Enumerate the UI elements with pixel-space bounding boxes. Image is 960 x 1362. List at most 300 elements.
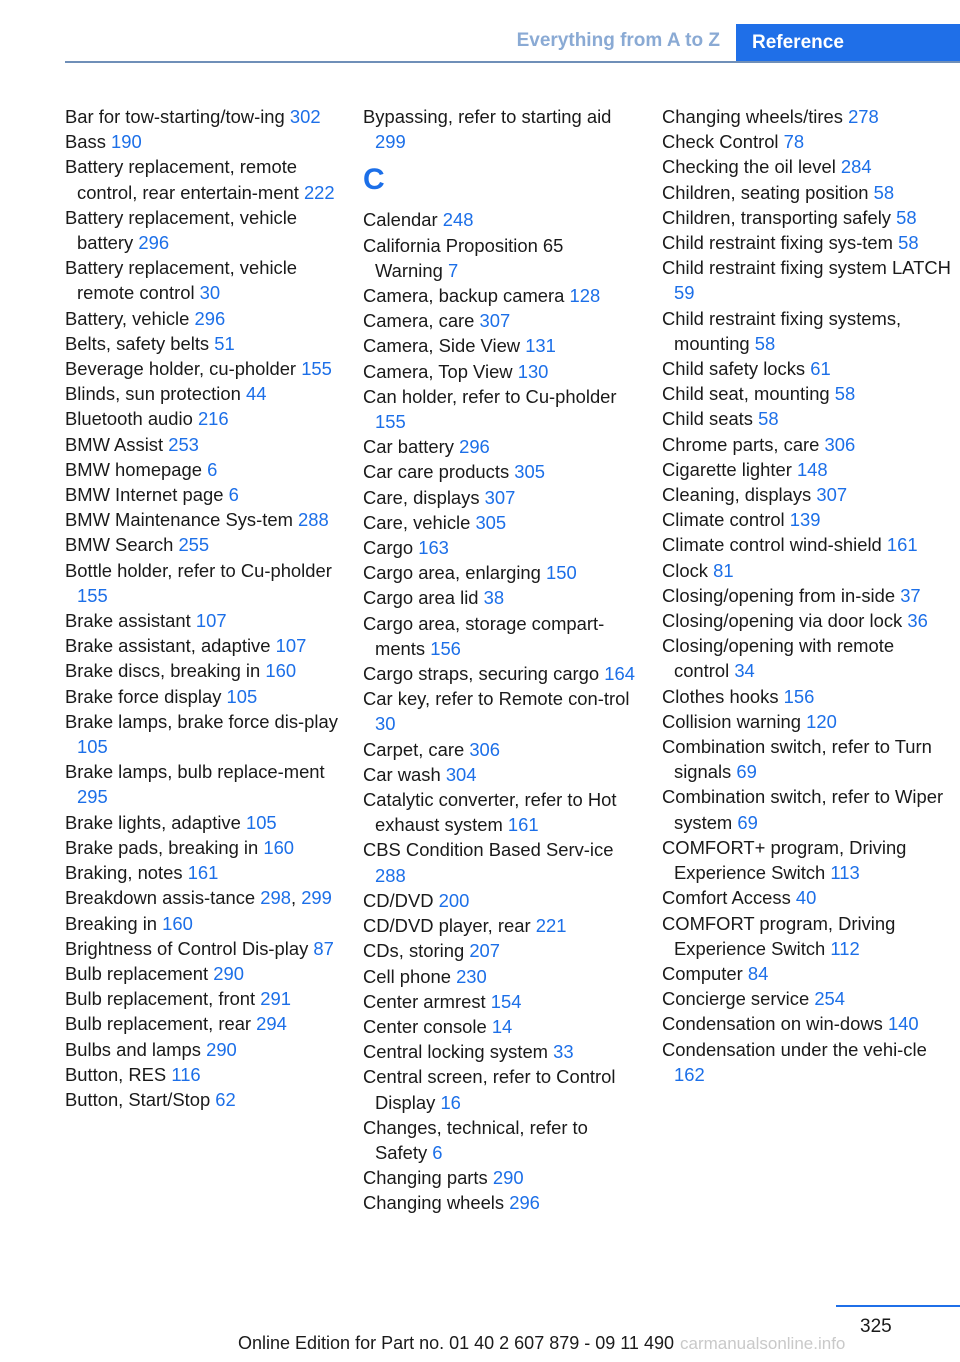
page-link[interactable]: 6 xyxy=(207,458,218,480)
index-entry xyxy=(662,961,952,986)
index-entry xyxy=(662,356,952,381)
index-entry xyxy=(65,255,340,305)
page-link[interactable]: 62 xyxy=(215,1088,236,1110)
edition-note: Online Edition for Part no. 01 40 2 607 879 - 09 11 490 xyxy=(238,1333,674,1353)
index-entry xyxy=(65,558,340,608)
index-entry xyxy=(65,482,340,507)
index-term: Concierge service xyxy=(662,988,810,1010)
index-term: Can holder, refer to Cu-pholder xyxy=(363,385,617,407)
index-entry xyxy=(363,1115,635,1165)
index-term: Brake pads, breaking in xyxy=(65,836,259,858)
page-link[interactable]: 307 xyxy=(484,486,516,508)
page-link[interactable]: 37 xyxy=(900,584,921,606)
page-link[interactable]: 288 xyxy=(298,509,329,531)
index-term: Battery replacement, vehicle remote control xyxy=(65,257,298,304)
index-term: Bluetooth audio xyxy=(65,408,193,430)
index-entry xyxy=(363,737,635,762)
index-term: Brake assistant, adaptive xyxy=(65,635,271,657)
index-entry xyxy=(662,885,952,910)
page-link[interactable]: 255 xyxy=(178,534,210,556)
page-link[interactable]: 190 xyxy=(111,131,142,153)
index-column-1 xyxy=(65,104,340,1112)
index-entry xyxy=(65,381,340,406)
page-link[interactable]: 84 xyxy=(747,962,769,984)
page-link[interactable]: 14 xyxy=(491,1015,513,1037)
page-link[interactable]: 6 xyxy=(432,1141,443,1163)
index-term: Condensation under the vehi-cle xyxy=(662,1038,927,1060)
page-link[interactable]: 131 xyxy=(525,335,556,357)
page-link[interactable]: 105 xyxy=(226,685,258,707)
index-entry xyxy=(65,104,340,129)
index-entry xyxy=(363,787,635,837)
index-entry xyxy=(363,762,635,787)
index-term: Cigarette lighter xyxy=(662,458,792,480)
index-term: Care, displays xyxy=(363,486,480,508)
page-link[interactable]: 254 xyxy=(814,988,846,1010)
index-entry xyxy=(662,129,952,154)
index-entry xyxy=(65,986,340,1011)
index-entry xyxy=(662,684,952,709)
page-link[interactable]: 296 xyxy=(509,1192,540,1214)
index-column-2 xyxy=(363,104,635,1216)
index-term: Calendar xyxy=(363,209,438,231)
index-entry xyxy=(363,104,635,154)
index-term: Child restraint fixing sys-tem xyxy=(662,232,893,254)
index-entry xyxy=(65,457,340,482)
index-entry xyxy=(363,938,635,963)
page-link[interactable]: 156 xyxy=(430,637,461,659)
index-term: California Proposition 65 Warning xyxy=(363,234,564,281)
page-link[interactable]: 161 xyxy=(886,534,918,556)
page-link[interactable]: 16 xyxy=(440,1091,461,1113)
page-link[interactable]: 155 xyxy=(77,584,108,606)
index-term: Bar for tow-starting/tow-ing xyxy=(65,106,285,127)
index-term: Care, vehicle xyxy=(363,511,471,533)
page-link[interactable]: 148 xyxy=(796,458,828,480)
page-link[interactable]: 299 xyxy=(301,887,332,909)
index-entry xyxy=(662,104,952,129)
index-entry xyxy=(662,1037,952,1087)
index-term: COMFORT program, Driving Experience Switch xyxy=(662,912,896,959)
index-entry xyxy=(65,608,340,633)
page-link[interactable]: 36 xyxy=(907,610,928,632)
index-term: Bulb replacement, front xyxy=(65,988,256,1010)
page-link[interactable]: 288 xyxy=(375,864,406,886)
page-link[interactable]: 290 xyxy=(213,962,244,984)
index-entry xyxy=(363,560,635,585)
page-link[interactable]: 130 xyxy=(517,360,549,382)
index-term: Children, seating position xyxy=(662,181,869,203)
index-term: Brake assistant xyxy=(65,610,191,632)
page-link[interactable]: 58 xyxy=(896,206,917,228)
page-link[interactable]: 156 xyxy=(783,685,815,707)
index-term: Clothes hooks xyxy=(662,685,779,707)
index-term: Bulbs and lamps xyxy=(65,1038,201,1060)
page-link[interactable]: 116 xyxy=(171,1063,201,1085)
page-link[interactable]: 112 xyxy=(830,937,860,959)
page-link[interactable]: 284 xyxy=(840,156,872,178)
index-entry xyxy=(662,1011,952,1036)
index-term: COMFORT+ program, Driving Experience Switch xyxy=(662,836,907,884)
index-term: Computer xyxy=(662,962,743,984)
index-entry xyxy=(363,964,635,989)
page-link[interactable]: 230 xyxy=(456,965,487,987)
page-link[interactable]: 6 xyxy=(228,484,239,506)
index-term: Comfort Access xyxy=(662,887,791,909)
index-entry xyxy=(363,913,635,938)
index-term: BMW Internet page xyxy=(65,484,224,506)
index-term: Bypassing, refer to starting aid xyxy=(363,106,612,127)
page-link[interactable]: 139 xyxy=(789,509,821,531)
page-link[interactable]: 38 xyxy=(483,587,505,609)
index-entry xyxy=(662,507,952,532)
page-link[interactable]: 307 xyxy=(479,310,511,332)
index-term: Changes, technical, refer to Safety xyxy=(363,1116,588,1163)
index-entry xyxy=(363,1064,635,1114)
index-term: Bulb replacement xyxy=(65,962,209,984)
index-entry xyxy=(662,633,952,683)
page-link[interactable]: 155 xyxy=(375,411,406,433)
index-entry xyxy=(662,986,952,1011)
index-term: Brake lamps, brake force dis-play xyxy=(65,710,338,732)
index-entry xyxy=(363,686,635,736)
index-term: Center console xyxy=(363,1015,487,1037)
index-entry xyxy=(662,608,952,633)
page-link[interactable]: 154 xyxy=(490,990,522,1012)
page-link[interactable]: 304 xyxy=(445,763,477,785)
index-term: Bass xyxy=(65,131,106,153)
index-term: Climate control xyxy=(662,509,785,531)
index-entry xyxy=(363,333,635,358)
index-entry xyxy=(65,1037,340,1062)
index-term: CD/DVD xyxy=(363,889,434,911)
index-term: Battery replacement, remote control, rear entertain-ment xyxy=(65,156,299,203)
page-link[interactable]: 87 xyxy=(313,937,334,959)
index-term: Changing parts xyxy=(363,1167,488,1189)
page-link[interactable]: 34 xyxy=(734,660,755,682)
index-entry xyxy=(662,835,952,885)
index-entry xyxy=(65,1087,340,1112)
index-term: Child seats xyxy=(662,408,753,430)
page-link[interactable]: 307 xyxy=(816,484,848,506)
index-term: Closing/opening from in-side xyxy=(662,584,896,606)
index-entry xyxy=(662,306,952,356)
page-link[interactable]: 200 xyxy=(438,889,470,911)
watermark: carmanualsonline.info xyxy=(680,1334,846,1353)
index-term: Central screen, refer to Control Display xyxy=(363,1066,616,1113)
index-entry xyxy=(363,207,635,232)
index-entry xyxy=(65,129,340,154)
index-entry xyxy=(65,936,340,961)
index-term: Child restraint fixing systems, mounting xyxy=(662,307,902,354)
page-link[interactable]: 294 xyxy=(256,1013,287,1035)
index-entry xyxy=(662,532,952,557)
index-entry xyxy=(363,585,635,610)
index-term: CBS Condition Based Serv-ice xyxy=(363,839,614,861)
index-entry xyxy=(363,837,635,887)
index-term: Child seat, mounting xyxy=(662,383,830,405)
page-link[interactable]: 58 xyxy=(754,332,776,354)
page-link[interactable]: 107 xyxy=(195,610,227,632)
page-link[interactable]: 128 xyxy=(569,285,601,307)
index-entry xyxy=(363,434,635,459)
index-entry xyxy=(662,255,952,305)
page-link[interactable]: 7 xyxy=(447,259,459,281)
page-number: 325 xyxy=(860,1316,892,1337)
index-entry xyxy=(363,1039,635,1064)
index-entry xyxy=(65,432,340,457)
page-link[interactable]: 306 xyxy=(469,738,501,760)
page-link[interactable]: 69 xyxy=(737,811,758,833)
index-term: Car wash xyxy=(363,763,441,785)
page-link[interactable]: 296 xyxy=(138,232,170,254)
index-entry xyxy=(662,205,952,230)
index-term: Car key, refer to Remote con-trol xyxy=(363,688,630,710)
index-entry xyxy=(65,532,340,557)
index-term: Brake lights, adaptive xyxy=(65,811,241,833)
index-entry xyxy=(65,911,340,936)
index-term: Closing/opening via door lock xyxy=(662,610,903,632)
page-link[interactable]: 302 xyxy=(289,106,321,127)
index-entry xyxy=(65,633,340,658)
index-term: Camera, Top View xyxy=(363,360,513,382)
index-entry xyxy=(65,810,340,835)
index-term: Belts, safety belts xyxy=(65,332,210,354)
index-entry xyxy=(65,154,340,204)
index-term: Camera, backup camera xyxy=(363,285,565,307)
index-term: Central locking system xyxy=(363,1041,548,1063)
page-link[interactable]: 164 xyxy=(604,663,635,685)
index-entry xyxy=(662,558,952,583)
page-link[interactable]: 120 xyxy=(806,710,837,732)
index-term: Beverage holder, cu-pholder xyxy=(65,358,297,380)
index-term: Clock xyxy=(662,559,708,581)
page-link[interactable]: 58 xyxy=(898,232,919,254)
page-link[interactable]: 221 xyxy=(535,915,567,937)
index-term: BMW Search xyxy=(65,534,174,556)
page-link[interactable]: 216 xyxy=(197,408,229,430)
page-link[interactable]: 161 xyxy=(507,814,539,836)
index-entry xyxy=(662,734,952,784)
index-term: Cargo straps, securing cargo xyxy=(363,663,600,685)
index-term: Car care products xyxy=(363,461,510,483)
index-entry xyxy=(662,583,952,608)
page-link[interactable]: 207 xyxy=(469,940,500,962)
index-entry xyxy=(662,457,952,482)
index-entry xyxy=(363,535,635,560)
index-term: Combination switch, refer to Wiper system xyxy=(662,786,944,833)
page-link[interactable]: 163 xyxy=(418,537,449,559)
index-term: Carpet, care xyxy=(363,738,465,760)
index-term: Breaking in xyxy=(65,912,158,934)
index-term: Child safety locks xyxy=(662,358,806,380)
index-entry xyxy=(662,180,952,205)
page-link[interactable]: 222 xyxy=(303,181,335,203)
index-term: Brake lamps, bulb replace-ment xyxy=(65,761,325,783)
index-entry xyxy=(363,1190,635,1215)
page-link[interactable]: 58 xyxy=(758,408,779,430)
index-entry xyxy=(662,230,952,255)
index-term: CD/DVD player, rear xyxy=(363,915,531,937)
page-link[interactable]: 299 xyxy=(375,131,406,153)
page-link[interactable]: 59 xyxy=(674,282,695,304)
page-link[interactable]: 160 xyxy=(263,836,295,858)
page-link[interactable]: 107 xyxy=(275,635,307,657)
index-entry xyxy=(363,888,635,913)
page-link[interactable]: 291 xyxy=(260,988,291,1010)
index-term: Checking the oil level xyxy=(662,156,836,178)
index-term: Cargo area lid xyxy=(363,587,479,609)
page-link[interactable]: 30 xyxy=(375,713,396,735)
index-term: CDs, storing xyxy=(363,940,465,962)
page-link[interactable]: 113 xyxy=(830,862,860,884)
page-link[interactable]: 155 xyxy=(301,358,332,380)
index-term: Bottle holder, refer to Cu-pholder xyxy=(65,559,332,581)
page-link[interactable]: 160 xyxy=(162,912,193,934)
page-link[interactable]: 105 xyxy=(245,811,277,833)
page-link[interactable]: 40 xyxy=(795,887,817,909)
page-link[interactable]: 162 xyxy=(674,1063,705,1085)
index-entry xyxy=(363,485,635,510)
index-entry xyxy=(65,507,340,532)
page-link[interactable]: 306 xyxy=(824,433,856,455)
index-entry xyxy=(65,406,340,431)
index-term: BMW Assist xyxy=(65,433,164,455)
section-letter: C xyxy=(363,163,385,197)
index-term: Camera, care xyxy=(363,310,475,332)
index-term: BMW homepage xyxy=(65,458,202,480)
index-term: Camera, Side View xyxy=(363,335,521,357)
index-term: Car battery xyxy=(363,436,454,458)
index-entry xyxy=(662,381,952,406)
page-link[interactable]: 81 xyxy=(713,559,734,581)
page-link[interactable]: 51 xyxy=(214,332,235,354)
page-link[interactable]: 305 xyxy=(475,511,507,533)
page-link[interactable]: 78 xyxy=(783,131,805,153)
index-entry xyxy=(662,432,952,457)
index-entry xyxy=(65,356,340,381)
index-term: Brightness of Control Dis-play xyxy=(65,937,309,959)
page-link[interactable]: 160 xyxy=(265,660,297,682)
index-term: Cargo xyxy=(363,537,414,559)
page-link[interactable]: 150 xyxy=(546,562,577,584)
index-term: Battery replacement, vehicle battery xyxy=(65,206,298,254)
index-term: Blinds, sun protection xyxy=(65,383,241,405)
index-term: Cargo area, enlarging xyxy=(363,562,541,584)
index-entry xyxy=(363,1014,635,1039)
index-entry xyxy=(65,306,340,331)
page-link[interactable]: 305 xyxy=(514,461,545,483)
index-entry xyxy=(363,1165,635,1190)
reference-tab[interactable]: Reference xyxy=(736,24,960,62)
page-header xyxy=(0,24,960,62)
index-entry xyxy=(65,961,340,986)
index-entry xyxy=(65,205,340,255)
index-entry xyxy=(662,709,952,734)
page-link[interactable]: 161 xyxy=(187,862,219,884)
index-term: BMW Maintenance Sys-tem xyxy=(65,509,293,531)
section-title: Everything from A to Z xyxy=(516,30,720,51)
index-term: Button, RES xyxy=(65,1063,167,1085)
index-entry: Breakdown assis-tance 298, 299 xyxy=(65,887,332,909)
page-link[interactable]: 296 xyxy=(459,436,490,458)
index-term: Cell phone xyxy=(363,965,451,987)
index-term: Battery, vehicle xyxy=(65,307,190,329)
index-term: Cargo area, storage compart-ments xyxy=(363,612,605,659)
index-entry xyxy=(363,233,635,283)
index-term: Children, transporting safely xyxy=(662,206,891,228)
page-link[interactable]: 248 xyxy=(442,209,474,231)
index-entry xyxy=(65,331,340,356)
page-link[interactable]: 140 xyxy=(887,1013,919,1035)
page-link[interactable]: 69 xyxy=(736,761,757,783)
index-entry xyxy=(65,860,340,885)
page-link[interactable]: 290 xyxy=(206,1038,237,1060)
page-link[interactable]: 33 xyxy=(553,1041,574,1063)
index-entry xyxy=(363,359,635,384)
index-term: Closing/opening with remote control xyxy=(662,635,895,682)
index-entry xyxy=(363,510,635,535)
index-entry xyxy=(662,406,952,431)
page-link[interactable]: 278 xyxy=(848,106,879,127)
index-term: Changing wheels xyxy=(363,1192,505,1214)
index-entry xyxy=(363,283,635,308)
page-link[interactable]: 295 xyxy=(77,786,108,808)
index-term: Collision warning xyxy=(662,710,802,732)
index-entry xyxy=(65,1011,340,1036)
page-link[interactable]: 44 xyxy=(245,383,267,405)
index-entry xyxy=(363,611,635,661)
index-entry xyxy=(363,308,635,333)
index-entry xyxy=(65,684,340,709)
index-term: Check Control xyxy=(662,131,779,153)
index-column-3 xyxy=(662,104,952,1087)
index-term: Changing wheels/tires xyxy=(662,106,843,127)
index-term: Child restraint fixing system LATCH xyxy=(662,257,951,279)
index-entry xyxy=(662,482,952,507)
index-term: Brake discs, breaking in xyxy=(65,660,261,682)
page-link[interactable]: 58 xyxy=(873,181,895,203)
index-entry xyxy=(363,384,635,434)
page-link[interactable]: 30 xyxy=(199,282,221,304)
index-term: Center armrest xyxy=(363,990,486,1012)
index-term: Condensation on win-dows xyxy=(662,1013,883,1035)
index-entry xyxy=(65,658,340,683)
index-term: Brake force display xyxy=(65,685,222,707)
index-entry xyxy=(65,1062,340,1087)
page-link[interactable]: 58 xyxy=(834,383,856,405)
index-entry xyxy=(65,835,340,860)
page-link[interactable]: 290 xyxy=(492,1167,524,1189)
page-link[interactable]: 61 xyxy=(810,358,831,380)
index-entry xyxy=(363,661,635,686)
index-entry xyxy=(662,154,952,179)
page-link[interactable]: 298 xyxy=(260,887,291,909)
page-link[interactable]: 253 xyxy=(168,433,199,455)
index-term: Button, Start/Stop xyxy=(65,1088,211,1110)
index-entry xyxy=(662,784,952,834)
index-term: Bulb replacement, rear xyxy=(65,1013,252,1035)
page-link[interactable]: 105 xyxy=(77,736,108,758)
index-entry xyxy=(662,911,952,961)
index-term: Cleaning, displays xyxy=(662,484,812,506)
page-link[interactable]: 296 xyxy=(194,307,226,329)
footer-divider xyxy=(836,1305,960,1307)
index-term: Chrome parts, care xyxy=(662,433,820,455)
index-term: Breakdown assis-tance xyxy=(65,887,256,909)
index-term: Catalytic converter, refer to Hot exhaust system xyxy=(363,789,617,836)
index-term: Climate control wind-shield xyxy=(662,534,882,556)
